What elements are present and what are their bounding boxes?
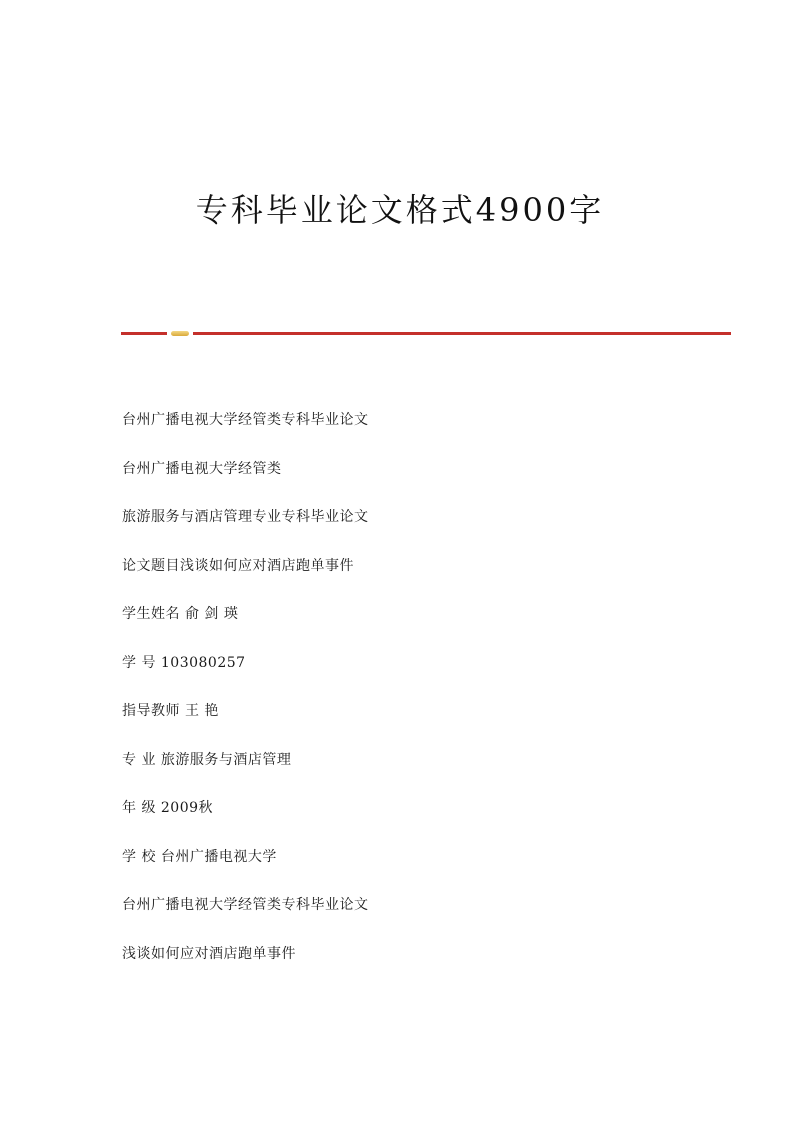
line-thesis-topic: 论文题目浅谈如何应对酒店跑单事件 — [122, 558, 354, 574]
divider-right-segment — [193, 332, 731, 335]
line-student-number: 学 号 103080257 — [122, 655, 246, 671]
divider-left-segment — [121, 332, 167, 335]
line-school: 学 校 台州广播电视大学 — [122, 849, 277, 865]
line-student-name: 学生姓名 俞 剑 瑛 — [122, 606, 239, 622]
line-school-thesis-repeat: 台州广播电视大学经管类专科毕业论文 — [122, 897, 369, 913]
title-divider — [121, 331, 731, 336]
line-school-thesis-heading: 台州广播电视大学经管类专科毕业论文 — [122, 412, 369, 428]
line-school-department: 台州广播电视大学经管类 — [122, 461, 282, 477]
divider-ornament-icon — [171, 331, 189, 336]
line-major-thesis: 旅游服务与酒店管理专业专科毕业论文 — [122, 509, 369, 525]
line-grade: 年 级 2009秋 — [122, 800, 214, 816]
page-title: 专科毕业论文格式4900字 — [195, 191, 605, 229]
line-major: 专 业 旅游服务与酒店管理 — [122, 752, 292, 768]
line-advisor: 指导教师 王 艳 — [122, 703, 219, 719]
line-thesis-subtitle: 浅谈如何应对酒店跑单事件 — [122, 946, 296, 962]
